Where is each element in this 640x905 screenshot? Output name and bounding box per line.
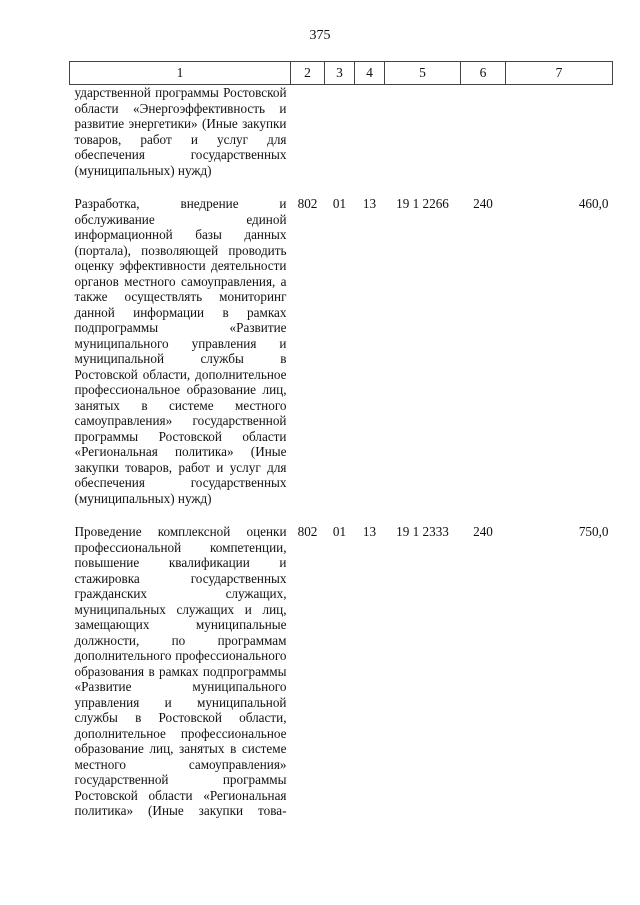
row-description: ударственной программы Ростовской области «Энергоэффективность и развитие энергетики» (Иные закупки товаров, работ и услуг для обеспечения государственных (муниципальных) нужд) <box>74 85 287 178</box>
table-header-row <box>70 62 613 85</box>
table-row <box>70 524 613 819</box>
row-section: 01 <box>332 196 347 211</box>
table-row <box>70 85 613 179</box>
header-col-2: 2 <box>291 62 325 85</box>
row-ministry <box>291 85 325 179</box>
row-subsection: 13 <box>362 196 377 211</box>
row-ministry: 802 <box>297 196 318 211</box>
row-section: 01 <box>332 524 347 539</box>
row-subsection <box>355 85 385 179</box>
page-number: 375 <box>309 28 331 43</box>
row-amount <box>506 85 613 179</box>
header-col-4: 4 <box>355 62 385 85</box>
header-col-7: 7 <box>506 62 613 85</box>
row-expense-type <box>461 85 506 179</box>
budget-table <box>69 61 613 819</box>
row-target-article <box>385 85 461 179</box>
table-row <box>70 196 613 506</box>
row-amount: 750,0 <box>578 524 609 539</box>
row-description: Разработка, внедрение и обслуживание единой информационной базы данных (портала), позволяющей проводить оценку эффективности деятельности органов местного самоуправления, а также осуществлять мониторинг данной информации в рамках подпрограммы «Развитие муниципального управления и муниципальной службы в Ростовской области, дополнительное профессиональное образование лиц, занятых в системе местного самоуправления» государственной программы Ростовской области «Региональная политика» (Иные закупки товаров, работ и услуг для обеспечения государственных (муниципальных) нужд) <box>74 196 287 506</box>
row-ministry: 802 <box>297 524 318 539</box>
row-amount: 460,0 <box>578 196 609 211</box>
header-col-5: 5 <box>385 62 461 85</box>
row-target-article: 19 1 2266 <box>396 196 449 211</box>
row-expense-type: 240 <box>473 196 493 211</box>
row-section <box>325 85 355 179</box>
row-subsection: 13 <box>362 524 377 539</box>
row-target-article: 19 1 2333 <box>396 524 449 539</box>
row-expense-type: 240 <box>473 524 493 539</box>
header-col-6: 6 <box>461 62 506 85</box>
header-col-3: 3 <box>325 62 355 85</box>
header-col-1: 1 <box>70 62 291 85</box>
row-description: Проведение комплексной оценки профессиональной компетенции, повышение квалификации и стажировка государственных гражданских служащих, муниципальных служащих и лиц, замещающих муниципальные должности, по программам дополнительного профессионального образования в рамках подпрограммы «Развитие муниципального управления и муниципальной службы в Ростовской области, дополнительное профессиональное образование лиц, занятых в системе местного самоуправления» государственной программы Ростовской области «Региональная политика» (Иные закупки това- <box>74 524 287 818</box>
